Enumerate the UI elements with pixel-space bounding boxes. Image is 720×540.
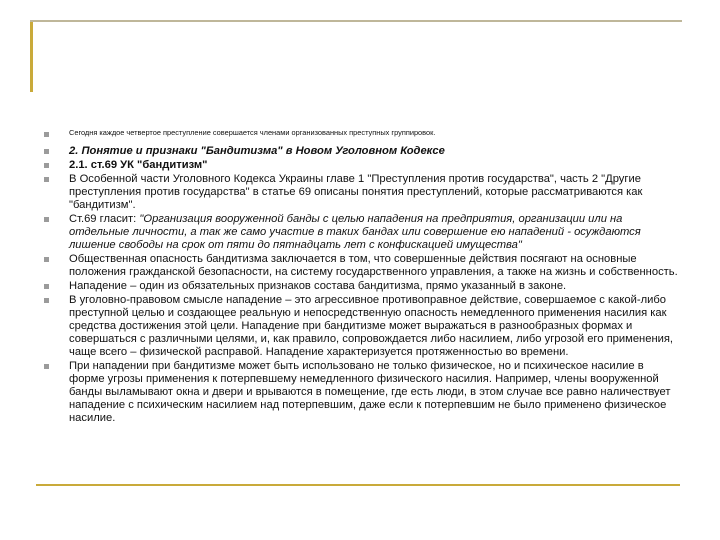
decorative-vertical-line bbox=[30, 20, 33, 92]
bullet-text: 2. Понятие и признаки "Бандитизма" в Новом Уголовном Кодексе bbox=[69, 145, 445, 157]
list-item bbox=[40, 173, 680, 212]
square-bullet-icon bbox=[44, 149, 49, 154]
bullet-text: Общественная опасность бандитизма заключается в том, что совершенные действия посягают на основные положения гражданской безопасности, на систему государственного управления, а также на жизнь и собственность. bbox=[69, 253, 678, 278]
slide-body bbox=[40, 128, 680, 426]
square-bullet-icon bbox=[44, 298, 49, 303]
bullet-text: 2.1. ст.69 УК "бандитизм" bbox=[69, 159, 208, 171]
list-item bbox=[40, 360, 680, 425]
decorative-top-line bbox=[30, 20, 682, 22]
list-item bbox=[40, 128, 680, 138]
square-bullet-icon bbox=[44, 284, 49, 289]
bullet-lead-text: Ст.69 гласит: bbox=[69, 213, 140, 225]
decorative-bottom-line bbox=[36, 484, 680, 486]
bullet-text: Нападение – один из обязательных признаков состава бандитизма, прямо указанный в законе. bbox=[69, 280, 567, 292]
square-bullet-icon bbox=[44, 217, 49, 222]
list-item bbox=[40, 253, 680, 279]
square-bullet-icon bbox=[44, 163, 49, 168]
bullet-text: В уголовно-правовом смысле нападение – это агрессивное противоправное действие, совершаемое с какой-либо преступной целью и создающее реальную и непосредственную опасность немедленного применения насилия как средства достижения этой цели. Нападение при бандитизме может выражаться в разнообразных формах и совершаться с различными целями, и, как правило, сопровождается либо насилием, либо угрозой его применения, чаще всего – физической расправой. Нападение характеризуется протяженностью во времени. bbox=[69, 294, 674, 358]
list-item bbox=[40, 213, 680, 252]
bullet-text: При нападении при бандитизме может быть использовано не только физическое, но и психическое насилие в форме угрозы применения к потерпевшему немедленного физического насилия. Например, члены вооруженной банды выламывают окна и двери и врываются в помещение, где есть люди, в этом случае все равно наличествует нападение с психическим насилием над потерпевшим, даже если к потерпевшим не было применено физическое насилие. bbox=[69, 360, 671, 424]
square-bullet-icon bbox=[44, 364, 49, 369]
list-item bbox=[40, 294, 680, 359]
bullet-text: Сегодня каждое четвертое преступление совершается членами организованных преступных группировок. bbox=[69, 128, 436, 137]
section-heading bbox=[40, 145, 680, 158]
bullet-quote-text: "Организация вооруженной банды с целью нападения на предприятия, организации или на отдельные личности, а так же само участие в таких бандах или совершение ею нападений - осуждаются лишение свободы на срок от пяти до пятнадцать лет с конфискацией имущества" bbox=[69, 213, 641, 251]
square-bullet-icon bbox=[44, 132, 49, 137]
square-bullet-icon bbox=[44, 257, 49, 262]
square-bullet-icon bbox=[44, 177, 49, 182]
subsection-heading bbox=[40, 159, 680, 172]
bullet-text: В Особенной части Уголовного Кодекса Украины главе 1 "Преступления против государства", часть 2 "Другие преступления против государства" в статье 69 описаны понятия преступлений, которые рассматриваются как "бандитизм". bbox=[69, 173, 643, 211]
list-item bbox=[40, 280, 680, 293]
